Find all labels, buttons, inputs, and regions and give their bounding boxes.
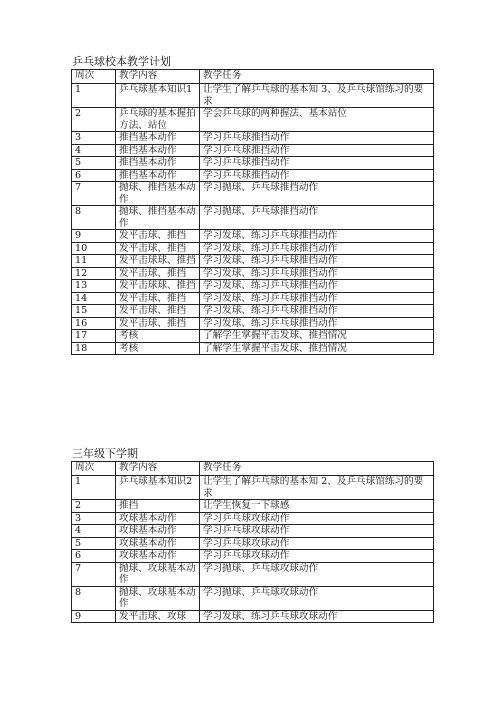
content-cell: 推挡 xyxy=(116,500,200,513)
content-cell: 乒乓球基本知识2 xyxy=(116,476,200,500)
table-row xyxy=(72,255,434,268)
week-cell: 12 xyxy=(72,267,116,280)
task-cell: 让学生了解乒乓球的基本知 2、及乒乓球馆练习的要求 xyxy=(200,476,434,500)
week-cell: 18 xyxy=(72,342,116,355)
task-cell: 学习发球、练习乒乓球推挡动作 xyxy=(200,305,434,318)
task-cell: 学习发球、练习乒乓球推挡动作 xyxy=(200,230,434,243)
table-row xyxy=(72,330,434,343)
table-row xyxy=(72,292,434,305)
week-cell: 14 xyxy=(72,292,116,305)
table-row xyxy=(72,230,434,243)
week-cell: 8 xyxy=(72,206,116,230)
week-cell: 4 xyxy=(72,144,116,157)
week-cell: 2 xyxy=(72,108,116,132)
week-cell: 17 xyxy=(72,330,116,343)
task-cell: 学习乒乓球推挡动作 xyxy=(200,169,434,182)
table-row xyxy=(72,206,434,230)
week-cell: 1 xyxy=(72,476,116,500)
table-row xyxy=(72,317,434,330)
table-row xyxy=(72,342,434,355)
table-header-row xyxy=(72,462,434,476)
week-cell: 7 xyxy=(72,182,116,206)
week-cell: 4 xyxy=(72,525,116,538)
week-cell: 5 xyxy=(72,537,116,550)
task-cell: 学习乒乓球推挡动作 xyxy=(200,132,434,145)
task-cell: 学习发球、练习乒乓球攻球动作 xyxy=(200,610,434,623)
week-cell: 13 xyxy=(72,280,116,293)
section2-table xyxy=(71,461,434,623)
table-row xyxy=(72,586,434,610)
week-cell: 6 xyxy=(72,169,116,182)
task-cell: 学会乒乓球的两种握法、基本站位 xyxy=(200,108,434,132)
week-cell: 3 xyxy=(72,512,116,525)
table-row xyxy=(72,182,434,206)
week-cell: 7 xyxy=(72,562,116,586)
task-cell: 了解学生掌握平击发球、推挡情况 xyxy=(200,342,434,355)
content-cell: 发平击球球、推挡 xyxy=(116,255,200,268)
content-cell: 乒乓球基本知识1 xyxy=(116,84,200,108)
task-cell: 学习发球、练习乒乓球推挡动作 xyxy=(200,280,434,293)
task-cell: 学习抛球、乒乓球攻球动作 xyxy=(200,586,434,610)
table-row xyxy=(72,157,434,170)
section2-title: 三年级下学期 xyxy=(72,447,138,460)
table-row xyxy=(72,476,434,500)
column-header: 教学任务 xyxy=(200,462,434,476)
content-cell: 考核 xyxy=(116,342,200,355)
content-cell: 攻球基本动作 xyxy=(116,525,200,538)
task-cell: 学习乒乓球推挡动作 xyxy=(200,157,434,170)
content-cell: 发平击球、攻球 xyxy=(116,610,200,623)
table-row xyxy=(72,108,434,132)
week-cell: 6 xyxy=(72,550,116,563)
table-row xyxy=(72,242,434,255)
task-cell: 学习乒乓球攻球动作 xyxy=(200,537,434,550)
week-cell: 2 xyxy=(72,500,116,513)
week-cell: 1 xyxy=(72,84,116,108)
content-cell: 发平击球、推挡 xyxy=(116,230,200,243)
column-header: 教学任务 xyxy=(200,70,434,84)
week-cell: 9 xyxy=(72,230,116,243)
task-cell: 学习乒乓球攻球动作 xyxy=(200,525,434,538)
column-header: 教学内容 xyxy=(116,462,200,476)
task-cell: 学习发球、练习乒乓球推挡动作 xyxy=(200,255,434,268)
content-cell: 发平击球、推挡 xyxy=(116,242,200,255)
task-cell: 学习抛球、乒乓球推挡动作 xyxy=(200,206,434,230)
table-row xyxy=(72,84,434,108)
task-cell: 了解学生掌握平击发球、推挡情况 xyxy=(200,330,434,343)
content-cell: 攻球基本动作 xyxy=(116,512,200,525)
week-cell: 9 xyxy=(72,610,116,623)
content-cell: 发平击球、推挡 xyxy=(116,317,200,330)
week-cell: 16 xyxy=(72,317,116,330)
content-cell: 乒乓球的基本握拍方法、站位 xyxy=(116,108,200,132)
table-row xyxy=(72,169,434,182)
table-row xyxy=(72,512,434,525)
task-cell: 学习发球、练习乒乓球推挡动作 xyxy=(200,267,434,280)
week-cell: 5 xyxy=(72,157,116,170)
table-row xyxy=(72,305,434,318)
content-cell: 发平击球、推挡 xyxy=(116,267,200,280)
week-cell: 8 xyxy=(72,586,116,610)
table-header-row xyxy=(72,70,434,84)
content-cell: 发平击球球、推挡 xyxy=(116,280,200,293)
column-header: 周次 xyxy=(72,70,116,84)
column-header: 教学内容 xyxy=(116,70,200,84)
content-cell: 抛球、攻球基本动作 xyxy=(116,562,200,586)
table-row xyxy=(72,537,434,550)
task-cell: 学习发球、练习乒乓球推挡动作 xyxy=(200,317,434,330)
task-cell: 让学生了解乒乓球的基本知 3、及乒乓球馆练习的要求 xyxy=(200,84,434,108)
content-cell: 发平击球、推挡 xyxy=(116,292,200,305)
table-row xyxy=(72,500,434,513)
table-row xyxy=(72,280,434,293)
task-cell: 学习发球、练习乒乓球推挡动作 xyxy=(200,242,434,255)
table-row xyxy=(72,132,434,145)
task-cell: 学习乒乓球推挡动作 xyxy=(200,144,434,157)
content-cell: 攻球基本动作 xyxy=(116,537,200,550)
section1-title: 乒乓球校本教学计划 xyxy=(72,55,171,68)
week-cell: 11 xyxy=(72,255,116,268)
content-cell: 攻球基本动作 xyxy=(116,550,200,563)
task-cell: 学习抛球、乒乓球推挡动作 xyxy=(200,182,434,206)
content-cell: 抛球、推挡基本动作 xyxy=(116,182,200,206)
week-cell: 3 xyxy=(72,132,116,145)
content-cell: 抛球、推挡基本动作 xyxy=(116,206,200,230)
table-row xyxy=(72,267,434,280)
table-row xyxy=(72,525,434,538)
week-cell: 15 xyxy=(72,305,116,318)
section1-table xyxy=(71,69,434,355)
table-row xyxy=(72,610,434,623)
task-cell: 让学生恢复一下球感 xyxy=(200,500,434,513)
task-cell: 学习乒乓球攻球动作 xyxy=(200,512,434,525)
task-cell: 学习抛球、乒乓球攻球动作 xyxy=(200,562,434,586)
content-cell: 推挡基本动作 xyxy=(116,144,200,157)
task-cell: 学习乒乓球攻球动作 xyxy=(200,550,434,563)
content-cell: 推挡基本动作 xyxy=(116,157,200,170)
column-header: 周次 xyxy=(72,462,116,476)
week-cell: 10 xyxy=(72,242,116,255)
content-cell: 抛球、攻球基本动作 xyxy=(116,586,200,610)
content-cell: 考核 xyxy=(116,330,200,343)
task-cell: 学习发球、练习乒乓球推挡动作 xyxy=(200,292,434,305)
table-row xyxy=(72,550,434,563)
table-row xyxy=(72,144,434,157)
content-cell: 发平击球、推挡 xyxy=(116,305,200,318)
content-cell: 推挡基本动作 xyxy=(116,169,200,182)
table-row xyxy=(72,562,434,586)
content-cell: 推挡基本动作 xyxy=(116,132,200,145)
